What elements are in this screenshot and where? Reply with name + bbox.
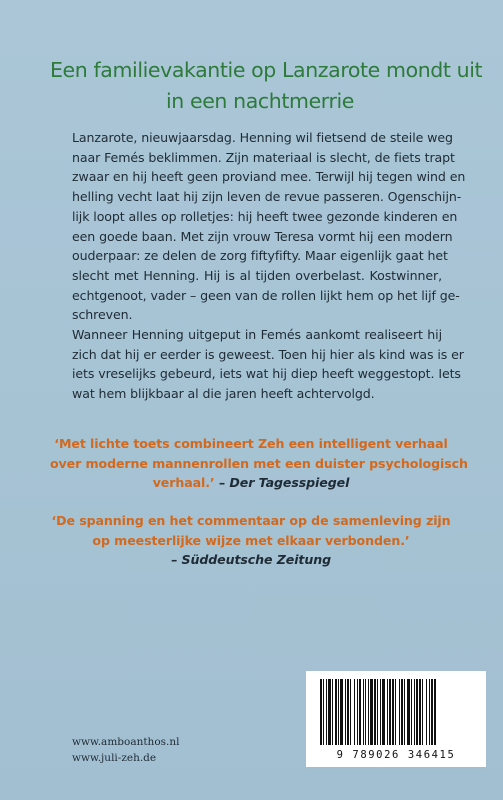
quote-dash: – [214, 475, 230, 490]
barcode-bar [429, 679, 430, 745]
blurb-line: echtgenoot, vader – geen van de rollen lijkt hem op het lijf ge- [72, 287, 460, 303]
quote-dash: – [171, 552, 182, 567]
barcode-bar [414, 679, 415, 745]
blurb-line: zich dat hij er eerder is geweest. Toen hij hier als kind was is er [72, 346, 464, 362]
barcode-bar [350, 679, 351, 745]
barcode-bar [407, 679, 410, 745]
review-quote [50, 434, 468, 493]
quote-line: ‘Met lichte toets combineert Zeh een intelligent verhaal [54, 436, 448, 451]
quote-line: over moderne mannenrollen met een duister psychologisch [50, 455, 468, 471]
blurb-line: lijk loopt alles op rolletjes: hij heeft twee gezonde kinderen en [72, 208, 458, 224]
isbn-barcode [306, 671, 486, 767]
blurb-line: Lanzarote, nieuwjaarsdag. Henning wil fietsend de steile weg [72, 130, 453, 145]
quote-source: Süddeutsche Zeitung [181, 552, 331, 567]
barcode-bar [426, 679, 427, 745]
barcode-bar [411, 679, 412, 745]
barcode-bar [395, 679, 396, 745]
barcode-bar [389, 679, 391, 745]
quote-line: op meesterlijke wijze met elkaar verbonden.’ [92, 532, 410, 548]
barcode-bar [380, 679, 381, 745]
barcode-bar [347, 679, 349, 745]
barcode-bar [363, 679, 364, 745]
barcode-bar [357, 679, 358, 745]
blurb-line: wat hem blijkbaar al die jaren heeft achtervolgd. [72, 386, 375, 402]
blurb-line: Wanneer Henning uitgeput in Femés aankomt realiseert hij [72, 327, 442, 343]
barcode-bar [434, 679, 436, 745]
barcode-bar [392, 679, 394, 745]
blurb-line: naar Femés beklimmen. Zijn materiaal is slecht, de fiets trapt [72, 149, 455, 165]
website-links [72, 735, 180, 766]
blurb-line: schreven. [72, 307, 133, 323]
barcode-bar [332, 679, 333, 745]
barcode-bar [401, 679, 403, 745]
barcode-bar [368, 679, 369, 745]
blurb-line: een goede baan. Met zijn vrouw Teresa vormt hij een modern [72, 228, 453, 244]
barcode-bar [431, 679, 433, 745]
quote-source: Der Tagesspiegel [229, 475, 350, 490]
review-quote [50, 511, 452, 570]
barcode-bar [354, 679, 355, 745]
blurb-line: slecht met Henning. Hij is al tijden overbelast. Kostwinner, [72, 267, 442, 283]
barcode-bar [377, 679, 378, 745]
barcode-bar [320, 679, 322, 745]
barcode-bar [345, 679, 346, 745]
quote-line: verhaal.’ [152, 475, 215, 490]
barcode-bar [323, 679, 324, 745]
barcode-bar [404, 679, 405, 745]
quote-line: ‘De spanning en het commentaar op de samenleving zijn [51, 513, 451, 528]
barcode-bar [416, 679, 418, 745]
barcode-bar [370, 679, 373, 745]
barcode-bar [387, 679, 388, 745]
barcode-bar [374, 679, 376, 745]
barcode-bar [328, 679, 331, 745]
barcode-bar [359, 679, 361, 745]
barcode-bar [338, 679, 339, 745]
headline-line: in een nachtmerrie [166, 89, 354, 113]
blurb-text [72, 128, 466, 404]
blurb-line: zwaar en hij heeft geen proviand mee. Terwijl hij tegen wind en [72, 169, 466, 185]
barcode-bar [326, 679, 327, 745]
barcode-bar [340, 679, 343, 745]
headline-line: Een familievakantie op Lanzarote mondt uit [50, 58, 483, 82]
barcode-bar [422, 679, 423, 745]
isbn-number: 9 789026 346415 [336, 749, 456, 761]
barcode-bar [419, 679, 421, 745]
blurb-line: ouderpaar: ze delen de zorg fiftyfifty. Maar eigenlijk gaat het [72, 248, 448, 264]
publisher-url[interactable]: www.amboanthos.nl [72, 736, 180, 748]
blurb-line: iets vreselijks gebeurd, iets wat hij diep heeft weggestopt. Iets [72, 366, 461, 382]
barcode-bars [316, 679, 476, 749]
barcode-bar [335, 679, 337, 745]
barcode-bar [365, 679, 366, 745]
headline [50, 55, 483, 117]
author-url[interactable]: www.juli-zeh.de [72, 751, 157, 764]
barcode-bar [399, 679, 400, 745]
blurb-line: helling vecht laat hij zijn leven de revue passeren. Ogenschijn- [72, 189, 462, 205]
barcode-bar [382, 679, 385, 745]
